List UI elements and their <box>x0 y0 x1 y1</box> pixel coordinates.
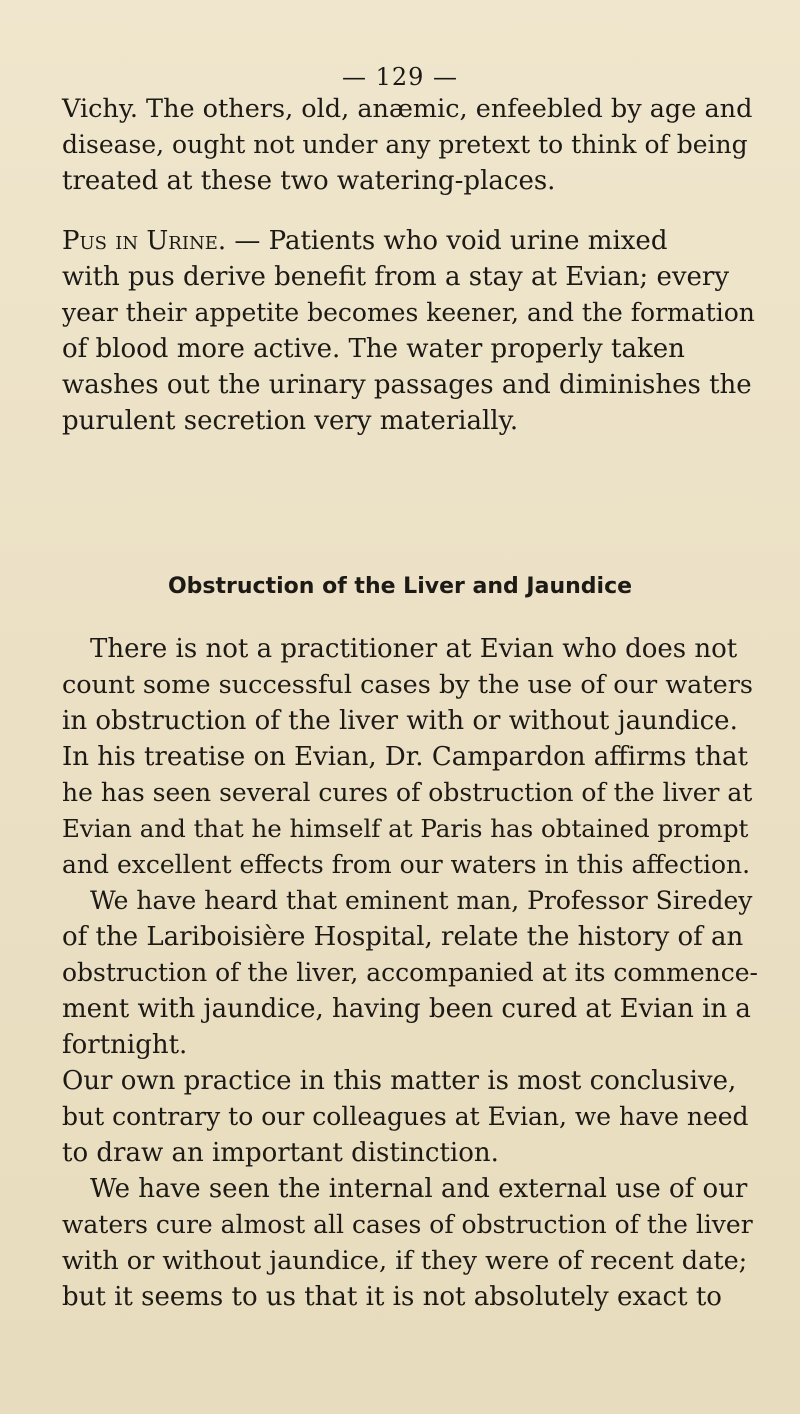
text-line: Our own practice in this matter is most conclusive, <box>62 1066 737 1096</box>
text-line: he has seen several cures of obstruction of the liver at <box>62 778 753 807</box>
pus-paragraph-first-line <box>62 224 667 258</box>
text-line: waters cure almost all cases of obstruction of the liver <box>62 1210 753 1239</box>
text-line: In his treatise on Evian, Dr. Campardon affirms that <box>62 742 748 772</box>
text-line: of blood more active. The water properly taken <box>62 334 685 364</box>
text-line: purulent secretion very materially. <box>62 406 519 436</box>
text-line: and excellent effects from our waters in this affection. <box>62 850 751 879</box>
text-line: year their appetite becomes keener, and the formation <box>62 298 755 327</box>
text-line: washes out the urinary passages and diminishes the <box>62 370 752 400</box>
text-line: We have heard that eminent man, Professor Siredey <box>90 886 753 915</box>
text-line: We have seen the internal and external use of our <box>90 1174 748 1204</box>
text-line-rest: — Patients who void urine mixed <box>226 226 668 256</box>
text-line: obstruction of the liver, accompanied at its commence- <box>62 958 759 987</box>
section-heading: Obstruction of the Liver and Jaundice <box>167 574 633 599</box>
pus-section-heading: Pus in Urine. <box>62 226 227 256</box>
text-line: ment with jaundice, having been cured at Evian in a <box>62 994 751 1024</box>
text-line: fortnight. <box>62 1030 188 1060</box>
text-line: of the Lariboisière Hospital, relate the history of an <box>62 922 744 952</box>
text-line: but contrary to our colleagues at Evian, we have need <box>62 1102 749 1131</box>
text-line: with or without jaundice, if they were of recent date; <box>62 1246 748 1276</box>
text-line: in obstruction of the liver with or without jaundice. <box>62 706 738 736</box>
text-line: with pus derive benefit from a stay at Evian; every <box>62 262 730 292</box>
text-line: disease, ought not under any pretext to think of being <box>62 130 748 159</box>
text-line: count some successful cases by the use of our waters <box>62 670 753 700</box>
text-line: treated at these two watering-places. <box>62 166 556 196</box>
text-line: but it seems to us that it is not absolutely exact to <box>62 1282 722 1312</box>
page-number: — 129 — <box>341 63 459 91</box>
text-line: Evian and that he himself at Paris has obtained prompt <box>62 814 749 843</box>
text-line: to draw an important distinction. <box>62 1138 499 1168</box>
text-line: There is not a practitioner at Evian who does not <box>90 634 738 664</box>
text-line: Vichy. The others, old, anæmic, enfeebled by age and <box>62 94 753 124</box>
